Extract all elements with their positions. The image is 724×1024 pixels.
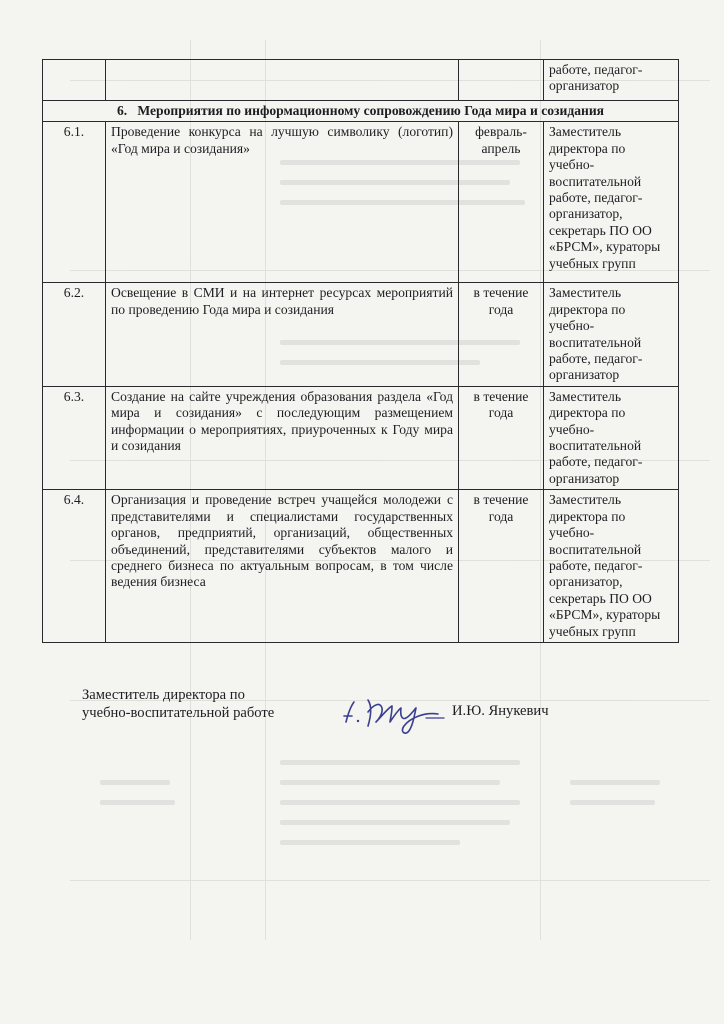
- signatory-title-line: учебно-воспитательной работе: [82, 705, 275, 721]
- responsible-text: Заместитель директора по учебно-воспитательной работе, педагог-организатор: [544, 283, 679, 386]
- responsible-text: Заместитель директора по учебно-воспитательной работе, педагог-организатор, секретарь ПО ОО «БРСМ», кураторы учебных групп: [544, 122, 679, 283]
- activity-text: Проведение конкурса на лучшую символику (логотип) «Год мира и созидания»: [106, 122, 459, 283]
- activity-text: Организация и проведение встреч учащейся молодежи с представителями и специалистами государственных органов, предприятий, организаций, общественных объединений, представителями субъектов малого и среднего бизнеса по актуальным вопросам, в том числе ведения бизнеса: [106, 490, 459, 643]
- table-row: [43, 122, 679, 283]
- section-heading-row: [43, 101, 679, 122]
- term-text: в течение года: [459, 490, 544, 643]
- table-row: [43, 386, 679, 489]
- signatory-title: [82, 686, 274, 722]
- section-number: 6.: [116, 103, 128, 118]
- responsible-text: Заместитель директора по учебно-воспитательной работе, педагог-организатор: [544, 386, 679, 489]
- handwritten-signature: [338, 692, 448, 736]
- row-number: 6.2.: [43, 283, 106, 386]
- signatory-name: И.Ю. Янукевич: [452, 703, 549, 719]
- responsible-text: Заместитель директора по учебно-воспитательной работе, педагог-организатор, секретарь ПО ОО «БРСМ», кураторы учебных групп: [544, 490, 679, 643]
- section-title: Мероприятия по информационному сопровождению Года мира и созидания: [137, 103, 605, 118]
- activity-cell: [106, 60, 459, 101]
- number-cell: [43, 60, 106, 101]
- section-heading: [43, 101, 679, 122]
- term-text: февраль-апрель: [459, 122, 544, 283]
- row-number: 6.3.: [43, 386, 106, 489]
- activity-text: Освещение в СМИ и на интернет ресурсах мероприятий по проведению Года мира и созидания: [106, 283, 459, 386]
- responsible-cell: работе, педагог-организатор: [544, 60, 679, 101]
- table-row: [43, 60, 679, 101]
- signatory-title-line: Заместитель директора по: [82, 687, 245, 703]
- events-plan-table: [42, 59, 679, 643]
- term-text: в течение года: [459, 283, 544, 386]
- row-number: 6.4.: [43, 490, 106, 643]
- term-text: в течение года: [459, 386, 544, 489]
- table-row: [43, 490, 679, 643]
- term-cell: [459, 60, 544, 101]
- activity-text: Создание на сайте учреждения образования раздела «Год мира и созидания» с последующим размещением информации о мероприятиях, приуроченных к Году мира и созидания: [106, 386, 459, 489]
- row-number: 6.1.: [43, 122, 106, 283]
- table-row: [43, 283, 679, 386]
